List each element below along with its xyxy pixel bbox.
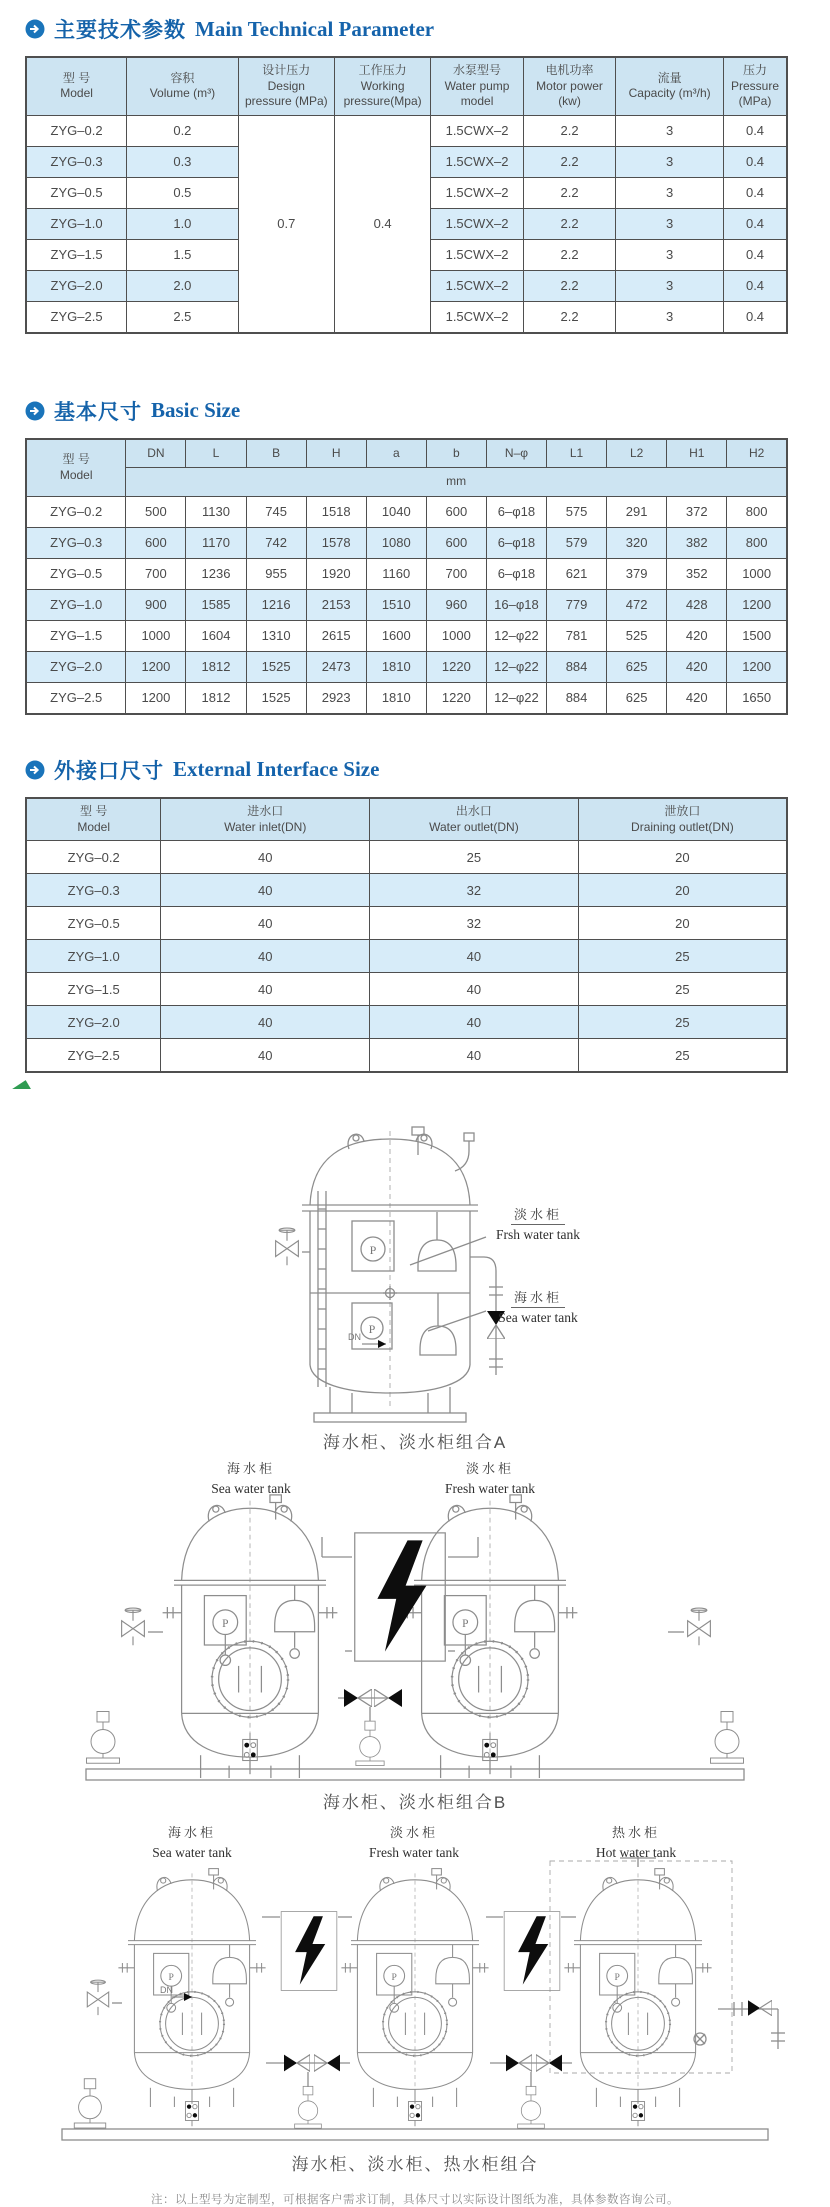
table-cell: 1578 (306, 527, 366, 558)
table-cell: 2473 (306, 651, 366, 682)
table-cell: 2.2 (523, 177, 616, 208)
tank-drawing-a (0, 1125, 830, 1425)
table-cell: ZYG–1.0 (26, 589, 126, 620)
header-cell: N–φ (486, 439, 546, 468)
heading-zh: 主要技术参数 (54, 19, 186, 42)
table-cell: 0.4 (724, 239, 787, 270)
table-cell: 12–φ22 (486, 651, 546, 682)
table-cell: 0.4 (724, 146, 787, 177)
table-cell: ZYG–0.2 (26, 841, 161, 874)
caption-combination-a: 海水柜、淡水柜组合A (322, 1433, 508, 1453)
table-cell: 16–φ18 (486, 589, 546, 620)
table-cell: 1.5 (127, 239, 239, 270)
table-cell: 2923 (306, 682, 366, 714)
table-row (26, 468, 787, 497)
label-zh: 海水柜 (167, 1825, 216, 1841)
table-cell: 1200 (727, 589, 787, 620)
table-cell: 25 (578, 1039, 787, 1073)
header-cell: L1 (547, 439, 607, 468)
table-cell: 700 (426, 558, 486, 589)
label-zh: 热水柜 (611, 1825, 660, 1841)
table-cell: 40 (370, 940, 579, 973)
diagram-combination-c (0, 1823, 830, 2173)
header-cell: 进水口 Water inlet(DN) (161, 798, 370, 841)
table-cell: 0.2 (127, 115, 239, 146)
table-cell: 6–φ18 (486, 496, 546, 527)
table-cell: 472 (607, 589, 667, 620)
table-cell: 2.2 (523, 239, 616, 270)
table-cell: 500 (126, 496, 186, 527)
table-row (26, 841, 787, 874)
table-cell: 0.4 (724, 177, 787, 208)
table-cell: 1.5CWX–2 (431, 301, 524, 333)
table-cell: 1200 (126, 651, 186, 682)
caption-combination-c: 海水柜、淡水柜、热水柜组合 (291, 2155, 539, 2175)
label-zh: 淡水柜 (511, 1207, 565, 1225)
header-cell: H (306, 439, 366, 468)
table-row (26, 651, 787, 682)
table-cell: 575 (547, 496, 607, 527)
table-cell: 525 (607, 620, 667, 651)
table-cell: 621 (547, 558, 607, 589)
table-cell: 1812 (186, 651, 246, 682)
table-cell: 0.4 (334, 115, 430, 333)
header-cell: 型 号 Model (26, 439, 126, 497)
table-cell: ZYG–0.3 (26, 874, 161, 907)
table-cell: 6–φ18 (486, 527, 546, 558)
section-heading-basic-size (25, 396, 788, 426)
table-cell: 40 (161, 1006, 370, 1039)
table-cell: 2.2 (523, 115, 616, 146)
table-cell: 884 (547, 682, 607, 714)
table-cell: 12–φ22 (486, 620, 546, 651)
header-cell: 设计压力 Design pressure (MPa) (238, 57, 334, 115)
header-cell: H2 (727, 439, 787, 468)
table-cell: 1040 (366, 496, 426, 527)
heading-zh: 基本尺寸 (54, 400, 142, 424)
table-cell: 1.5CWX–2 (431, 177, 524, 208)
table-cell: 742 (246, 527, 306, 558)
label-zh: 淡水柜 (465, 1461, 514, 1477)
table-cell: 352 (667, 558, 727, 589)
table-cell: 40 (370, 973, 579, 1006)
table-cell: 781 (547, 620, 607, 651)
table-cell: 1160 (366, 558, 426, 589)
table-cell: 1810 (366, 682, 426, 714)
table-cell: 1810 (366, 651, 426, 682)
gauge-letter: P (369, 1243, 377, 1258)
heading-en: Basic Size (151, 398, 241, 423)
table-cell: 3 (616, 146, 724, 177)
table-cell: 600 (126, 527, 186, 558)
header-cell: L (186, 439, 246, 468)
header-cell: 泄放口 Draining outlet(DN) (578, 798, 787, 841)
label-en: Frsh water tank (496, 1227, 580, 1243)
header-cell: b (426, 439, 486, 468)
table-cell: 0.3 (127, 146, 239, 177)
table-cell: ZYG–0.5 (26, 558, 126, 589)
table-cell: 1216 (246, 589, 306, 620)
table-cell: 40 (161, 841, 370, 874)
page-content (0, 0, 830, 1073)
table-cell: 1500 (727, 620, 787, 651)
label-zh: 海水柜 (226, 1461, 275, 1477)
table-cell: 0.4 (724, 301, 787, 333)
table-cell: 12–φ22 (486, 682, 546, 714)
header-cell: 工作压力 Working pressure(Mpa) (334, 57, 430, 115)
table-row (26, 798, 787, 841)
table-cell: 420 (667, 620, 727, 651)
dn-label: DN (160, 1985, 173, 1996)
table-cell: ZYG–2.0 (26, 270, 127, 301)
table-cell: 420 (667, 651, 727, 682)
heading-en: External Interface Size (173, 757, 380, 782)
table-cell: 379 (607, 558, 667, 589)
table-cell: 900 (126, 589, 186, 620)
table-cell: 40 (161, 1039, 370, 1073)
table-cell: 779 (547, 589, 607, 620)
table-cell: 2.2 (523, 270, 616, 301)
table-cell: 1518 (306, 496, 366, 527)
table-cell: 955 (246, 558, 306, 589)
table-cell: 800 (727, 496, 787, 527)
table-cell: 320 (607, 527, 667, 558)
table-cell: 2.0 (127, 270, 239, 301)
table-cell: 40 (370, 1039, 579, 1073)
label-en: Sea water tank (498, 1310, 578, 1326)
table-cell: 3 (616, 177, 724, 208)
table-cell: 1236 (186, 558, 246, 589)
arrow-bullet-icon (25, 401, 45, 421)
label-zh: 海水柜 (511, 1290, 565, 1308)
table-cell: ZYG–0.2 (26, 115, 127, 146)
table-cell: 25 (578, 940, 787, 973)
table-cell: 1220 (426, 651, 486, 682)
header-cell: 流量 Capacity (m³/h) (616, 57, 724, 115)
caption-combination-b: 海水柜、淡水柜组合B (322, 1793, 508, 1813)
table-cell: ZYG–1.0 (26, 208, 127, 239)
table-row (26, 620, 787, 651)
table-cell: 6–φ18 (486, 558, 546, 589)
table-cell: 1.5CWX–2 (431, 270, 524, 301)
table-row (26, 558, 787, 589)
label-sea-water-tank (486, 1288, 590, 1328)
table-cell: 1220 (426, 682, 486, 714)
heading-en: Main Technical Parameter (195, 16, 435, 41)
table-cell: 25 (578, 973, 787, 1006)
table-cell: ZYG–1.5 (26, 973, 161, 1006)
table-cell: 2.2 (523, 208, 616, 239)
header-cell: B (246, 439, 306, 468)
header-cell: 压力 Pressure (MPa) (724, 57, 787, 115)
table-cell: 1.5CWX–2 (431, 115, 524, 146)
tank-drawing-c (0, 1857, 830, 2149)
table-cell: 600 (426, 527, 486, 558)
table-cell: 1.5CWX–2 (431, 208, 524, 239)
heading-zh: 外接口尺寸 (54, 759, 164, 783)
table-cell: ZYG–0.2 (26, 496, 126, 527)
table-cell: 2615 (306, 620, 366, 651)
table-cell: 579 (547, 527, 607, 558)
basic-size-table (25, 438, 788, 715)
table-cell: 25 (370, 841, 579, 874)
label-en: Sea water tank (211, 1481, 291, 1497)
table-cell: ZYG–0.3 (26, 146, 127, 177)
table-row (26, 496, 787, 527)
header-cell: 出水口 Water outlet(DN) (370, 798, 579, 841)
label-en: Sea water tank (152, 1845, 232, 1861)
table-cell: 428 (667, 589, 727, 620)
arrow-bullet-icon (25, 19, 45, 39)
table-cell: 600 (426, 496, 486, 527)
label-en: Fresh water tank (445, 1481, 535, 1497)
table-cell: 3 (616, 208, 724, 239)
table-cell: 1920 (306, 558, 366, 589)
header-cell: mm (126, 468, 787, 497)
table-cell: ZYG–2.0 (26, 1006, 161, 1039)
table-cell: 40 (370, 1006, 579, 1039)
label-fresh-water-tank (486, 1205, 590, 1245)
table-cell: 625 (607, 651, 667, 682)
table-cell: 0.7 (238, 115, 334, 333)
label-en: Fresh water tank (369, 1845, 459, 1861)
table-row (26, 115, 787, 146)
header-cell: 水泵型号 Water pump model (431, 57, 524, 115)
table-cell: 25 (578, 1006, 787, 1039)
table-cell: 32 (370, 874, 579, 907)
table-cell: 1.5CWX–2 (431, 146, 524, 177)
footnote: 注：以上型号为定制型，可根据客户需求订制，具体尺寸以实际设计图纸为准，具体参数咨询公司。 (151, 2194, 679, 2207)
table-cell: ZYG–2.5 (26, 1039, 161, 1073)
diagram-combination-b (0, 1459, 830, 1821)
table-cell: 2.2 (523, 146, 616, 177)
gauge-letter: P (368, 1322, 376, 1337)
table-row (26, 907, 787, 940)
table-row (26, 589, 787, 620)
table-cell: 1130 (186, 496, 246, 527)
table-cell: 1000 (727, 558, 787, 589)
table-cell: 1650 (727, 682, 787, 714)
table-cell: 291 (607, 496, 667, 527)
header-cell: 容积 Volume (m³) (127, 57, 239, 115)
table-cell: 960 (426, 589, 486, 620)
header-cell: H1 (667, 439, 727, 468)
table-cell: 1525 (246, 682, 306, 714)
table-cell: 1200 (727, 651, 787, 682)
section-heading-technical (25, 14, 788, 44)
table-cell: 3 (616, 270, 724, 301)
table-cell: 1585 (186, 589, 246, 620)
table-cell: 382 (667, 527, 727, 558)
table-cell: 1170 (186, 527, 246, 558)
label-zh: 淡水柜 (389, 1825, 438, 1841)
table-cell: 32 (370, 907, 579, 940)
table-cell: 745 (246, 496, 306, 527)
table-cell: 3 (616, 115, 724, 146)
table-cell: 2.5 (127, 301, 239, 333)
table-row (26, 874, 787, 907)
table-row (26, 57, 787, 115)
table-cell: 0.4 (724, 115, 787, 146)
table-row (26, 1006, 787, 1039)
table-row (26, 1039, 787, 1073)
header-cell: L2 (607, 439, 667, 468)
tank-drawing-b (0, 1493, 830, 1783)
table-cell: 1525 (246, 651, 306, 682)
table-cell: 40 (161, 940, 370, 973)
table-row (26, 439, 787, 468)
dn-label: DN (348, 1332, 361, 1343)
table-cell: 1812 (186, 682, 246, 714)
arrow-bullet-icon (25, 760, 45, 780)
diagram-combination-a (0, 1125, 830, 1457)
table-cell: 40 (161, 973, 370, 1006)
label-en: Hot water tank (595, 1845, 677, 1861)
table-cell: 3 (616, 301, 724, 333)
table-cell: ZYG–0.3 (26, 527, 126, 558)
table-cell: 0.5 (127, 177, 239, 208)
table-cell: 420 (667, 682, 727, 714)
table-cell: 0.4 (724, 270, 787, 301)
table-cell: 1.5CWX–2 (431, 239, 524, 270)
section-heading-interface (25, 755, 788, 785)
header-cell: 电机功率 Motor power (kw) (523, 57, 616, 115)
header-cell: 型 号 Model (26, 798, 161, 841)
table-cell: 20 (578, 841, 787, 874)
table-cell: ZYG–0.5 (26, 907, 161, 940)
table-cell: 1510 (366, 589, 426, 620)
header-cell: a (366, 439, 426, 468)
table-cell: 1604 (186, 620, 246, 651)
table-cell: 800 (727, 527, 787, 558)
table-cell: 3 (616, 239, 724, 270)
table-cell: 0.4 (724, 208, 787, 239)
table-cell: 2153 (306, 589, 366, 620)
table-cell: 372 (667, 496, 727, 527)
table-cell: 1200 (126, 682, 186, 714)
table-cell: ZYG–1.5 (26, 239, 127, 270)
technical-parameter-table (25, 56, 788, 334)
table-row (26, 527, 787, 558)
table-row (26, 940, 787, 973)
table-cell: 625 (607, 682, 667, 714)
table-cell: ZYG–2.5 (26, 301, 127, 333)
header-cell: 型 号 Model (26, 57, 127, 115)
table-cell: 1000 (126, 620, 186, 651)
table-row (26, 973, 787, 1006)
table-cell: ZYG–1.0 (26, 940, 161, 973)
table-cell: 40 (161, 907, 370, 940)
table-cell: 884 (547, 651, 607, 682)
table-cell: 40 (161, 874, 370, 907)
table-cell: 700 (126, 558, 186, 589)
green-triangle-decoration (12, 1080, 31, 1089)
table-cell: 1000 (426, 620, 486, 651)
header-cell: DN (126, 439, 186, 468)
table-cell: 1600 (366, 620, 426, 651)
table-cell: 1310 (246, 620, 306, 651)
table-cell: ZYG–0.5 (26, 177, 127, 208)
table-cell: 2.2 (523, 301, 616, 333)
table-row (26, 682, 787, 714)
external-interface-table (25, 797, 788, 1073)
table-cell: 20 (578, 874, 787, 907)
table-cell: ZYG–2.5 (26, 682, 126, 714)
table-cell: 20 (578, 907, 787, 940)
table-cell: 1080 (366, 527, 426, 558)
table-cell: ZYG–1.5 (26, 620, 126, 651)
table-cell: 1.0 (127, 208, 239, 239)
table-cell: ZYG–2.0 (26, 651, 126, 682)
